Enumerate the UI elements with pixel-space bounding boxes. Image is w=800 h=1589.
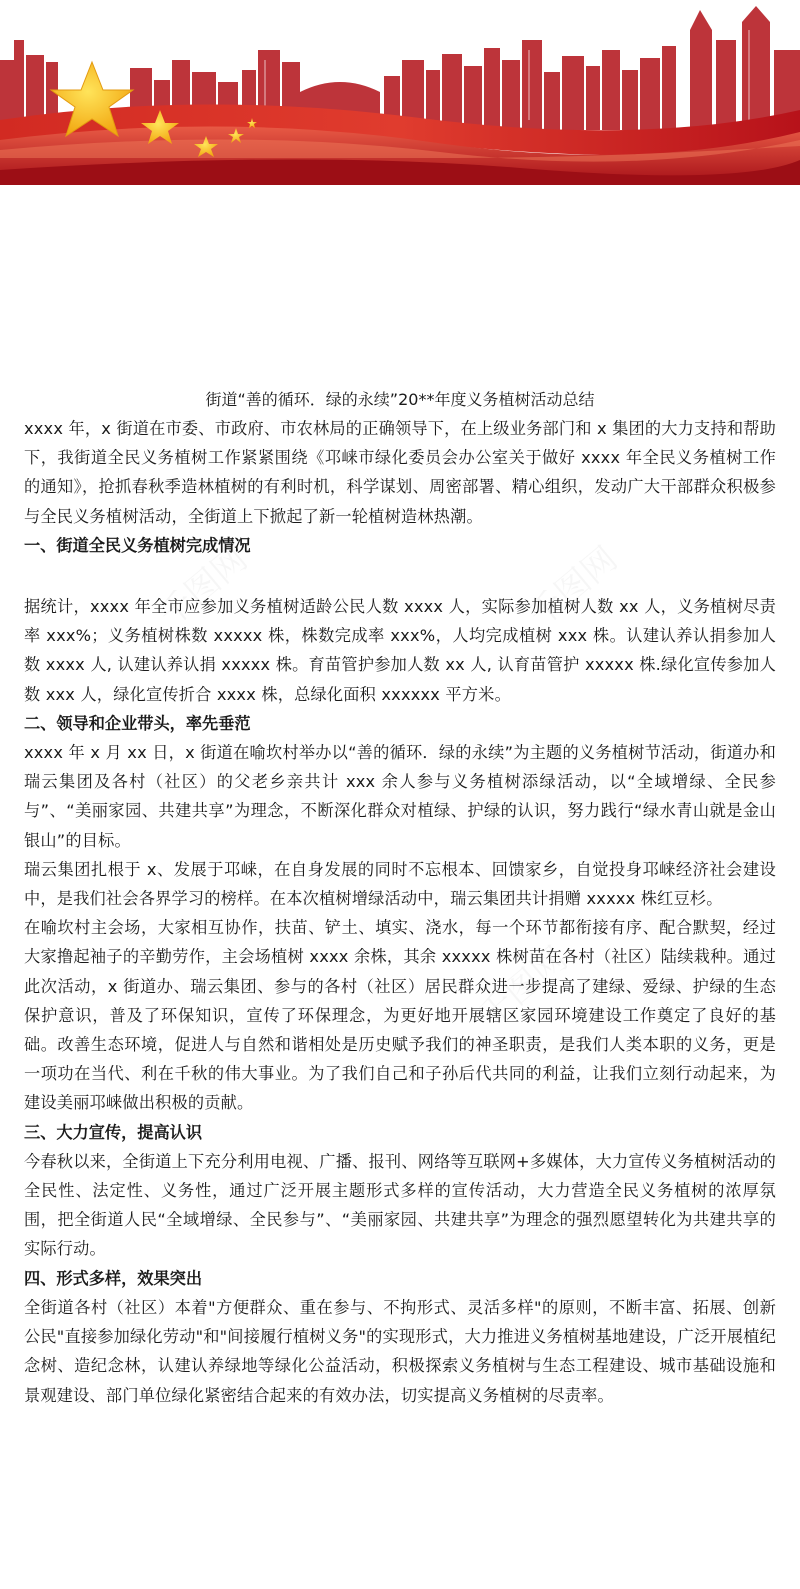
section-2-paragraph-1: xxxx 年 x 月 xx 日，x 街道在喻坎村举办以“善的循环．绿的永续”为主题的义务植树节活动，街道办和瑞云集团及各村（社区）的父老乡亲共计 xxx 余人参与义务植树添绿活动，以“全域增绿、全民参与”、“美丽家园、共建共享”为理念，不断深化群众对植绿、护绿的认识，努力践行“绿水青山就是金山银山”的目标。 <box>24 743 776 850</box>
section-4-paragraph: 全街道各村（社区）本着"方便群众、重在参与、不拘形式、灵活多样"的原则，不断丰富、拓展、创新公民"直接参加绿化劳动"和"间接履行植树义务"的实现形式，大力推进义务植树基地建设，广泛开展植纪念树、造纪念林，认建认养绿地等绿化公益活动，积极探索义务植树与生态工程建设、城市基础设施和景观建设、部门单位绿化紧密结合起来的有效办法，切实提高义务植树的尽责率。 <box>24 1297 776 1405</box>
document-body <box>24 386 776 1410</box>
section-2-paragraph-3: 在喻坎村主会场，大家相互协作，扶苗、铲土、填实、浇水，每一个环节都衔接有序、配合默契，经过大家撸起袖子的辛勤劳作，主会场植树 xxxx 余株，其余 xxxxx 株树苗在各村（社区）陆续栽种。通过此次活动，x 街道办、瑞云集团、参与的各村（社区）居民群众进一步提高了建绿、爱绿、护绿的生态保护意识，普及了环保知识，宣传了环保理念，为更好地开展辖区家园环境建设工作奠定了良好的基础。改善生态环境，促进人与自然和谐相处是历史赋予我们的神圣职责，是我们人类本职的义务，更是一项功在当代、利在千秋的伟大事业。为了我们自己和子孙后代共同的利益，让我们立刻行动起来，为建设美丽邛崃做出积极的贡献。 <box>24 918 776 1113</box>
intro-paragraph: xxxx 年，x 街道在市委、市政府、市农林局的正确领导下，在上级业务部门和 x 集团的大力支持和帮助下，我街道全民义务植树工作紧紧围绕《邛崃市绿化委员会办公室关于做好 xxxx 年全民义务植树工作的通知》，抢抓春秋季造林植树的有利时机，科学谋划、周密部署、精心组织，发动广大干部群众积极参与全民义务植树活动，全街道上下掀起了新一轮植树造林热潮。 <box>24 419 776 526</box>
section-heading-3: 三、大力宣传，提高认识 <box>24 1122 203 1142</box>
section-heading-1: 一、街道全民义务植树完成情况 <box>24 535 251 555</box>
section-heading-4: 四、形式多样，效果突出 <box>24 1268 203 1288</box>
section-3-paragraph: 今春秋以来，全街道上下充分利用电视、广播、报刊、网络等互联网+多媒体，大力宣传义务植树活动的全民性、法定性、义务性，通过广泛开展主题形式多样的宣传活动，大力营造全民义务植树的浓厚氛围，把全街道人民“全域增绿、全民参与”、“美丽家园、共建共享”为理念的强烈愿望转化为共建共享的实际行动。 <box>24 1151 776 1259</box>
section-1-paragraph: 据统计，xxxx 年全市应参加义务植树适龄公民人数 xxxx 人，实际参加植树人数 xx 人，义务植树尽责率 xxx%；义务植树株数 xxxxx 株，株数完成率 xxx%，人均完成植树 xxx 株。认建认养认捐参加人数 xxxx 人, 认建认养认捐 xxxxx 株。育苗管护参加人数 xx 人, 认育苗管护 xxxxx 株.绿化宣传参加人数 xxx 人，绿化宣传折合 xxxx 株，总绿化面积 xxxxxx 平方米。 <box>24 597 776 704</box>
section-heading-2: 二、领导和企业带头，率先垂范 <box>24 713 251 733</box>
skyline-graphic <box>0 0 800 185</box>
header-banner <box>0 0 800 185</box>
section-2-paragraph-2: 瑞云集团扎根于 x、发展于邛崃，在自身发展的同时不忘根本、回馈家乡，自觉投身邛崃经济社会建设中，是我们社会各界学习的榜样。在本次植树增绿活动中，瑞云集团共计捐赠 xxxxx 株红豆杉。 <box>24 859 776 909</box>
section-spacer <box>24 560 776 592</box>
document-title: 街道“善的循环．绿的永续”20**年度义务植树活动总结 <box>205 390 595 409</box>
